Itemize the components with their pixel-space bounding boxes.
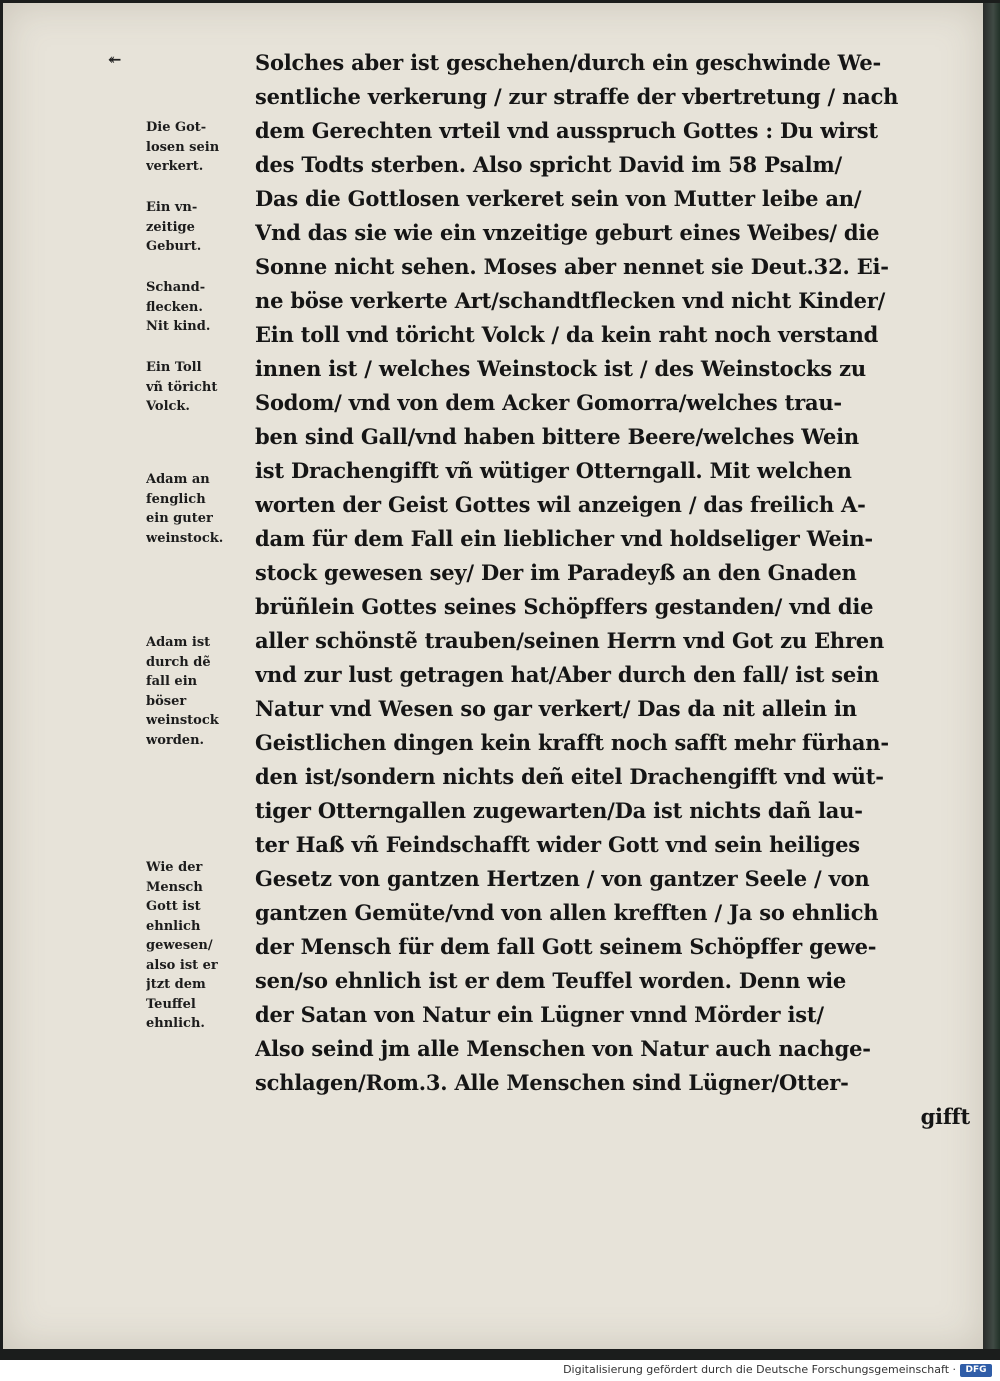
margin-note-line: gewesen/: [146, 938, 213, 953]
margin-note-line: böser: [146, 693, 187, 709]
margin-note-line: Mensch: [146, 879, 203, 895]
margin-note-line: also ist er: [146, 957, 218, 973]
text-line: Gesetz von gantzen Hertzen / von gantzer Seele / von: [255, 866, 870, 891]
text-line: stock gewesen sey/ Der im Paradeyß an den Gnaden: [255, 560, 857, 585]
text-line: der Mensch für dem fall Gott seinem Schöpffer gewe-: [255, 934, 877, 959]
margin-note-line: weinstock: [146, 713, 219, 728]
text-line: aller schönstẽ trauben/seinen Herrn vnd Got zu Ehren: [255, 628, 885, 653]
margin-note-line: Teuffel: [146, 996, 196, 1012]
text-line: Geistlichen dingen kein krafft noch safft mehr fürhan-: [255, 730, 889, 755]
margin-note-line: Schand-: [146, 280, 206, 295]
margin-note-line: Ein vn-: [146, 200, 198, 215]
text-line: sentliche verkerung / zur straffe der vbertretung / nach: [255, 84, 899, 109]
margin-note-line: durch dẽ: [146, 654, 211, 670]
margin-note-line: zeitige: [146, 219, 195, 235]
text-line: ist Drachengifft vñ wütiger Otterngall. Mit welchen: [255, 458, 852, 483]
text-line: schlagen/Rom.3. Alle Menschen sind Lügner/Otter-: [255, 1070, 849, 1095]
margin-note-line: Die Got-: [146, 120, 207, 135]
margin-note-line: Adam ist: [146, 635, 211, 650]
text-line: innen ist / welches Weinstock ist / des Weinstocks zu: [255, 356, 866, 381]
text-line: Natur vnd Wesen so gar verkert/ Das da nit allein in: [255, 696, 857, 721]
margin-note-line: Ein Toll: [146, 360, 202, 375]
text-line: dem Gerechten vrteil vnd ausspruch Gottes : Du wirst: [255, 118, 878, 143]
margin-note-line: flecken.: [146, 299, 203, 315]
text-line: vnd zur lust getragen hat/Aber durch den fall/ ist sein: [255, 662, 879, 687]
text-line: Vnd das sie wie ein vnzeitige geburt eines Weibes/ die: [255, 220, 880, 245]
text-line: brüñlein Gottes seines Schöpffers gestanden/ vnd die: [255, 594, 874, 619]
margin-note: [146, 470, 256, 548]
margin-note-line: Volck.: [146, 399, 190, 414]
margin-note-line: Adam an: [146, 472, 210, 487]
margin-note: [146, 358, 256, 417]
catchword: gifft: [920, 1104, 970, 1129]
margin-note-line: verkert.: [146, 159, 204, 174]
margin-note-line: jtzt dem: [146, 977, 206, 992]
margin-note: [146, 858, 256, 1034]
margin-note-line: Geburt.: [146, 239, 202, 254]
page-edge: [983, 3, 1000, 1349]
margin-note: [146, 198, 256, 257]
text-line: Sonne nicht sehen. Moses aber nennet sie Deut.32. Ei-: [255, 254, 889, 279]
margin-note: [146, 118, 256, 177]
text-line: den ist/sondern nichts deñ eitel Drachengifft vnd wüt-: [255, 764, 884, 789]
text-line: Das die Gottlosen verkeret sein von Mutter leibe an/: [255, 186, 862, 211]
text-line: des Todts sterben. Also spricht David im 58 Psalm/: [255, 152, 842, 177]
text-line: worten der Geist Gottes wil anzeigen / das freilich A-: [255, 492, 866, 517]
margin-note-line: vñ töricht: [146, 379, 218, 395]
text-line: tiger Otterngallen zugewarten/Da ist nichts dañ lau-: [255, 798, 863, 823]
margin-note-line: Wie der: [146, 860, 203, 875]
text-line: Solches aber ist geschehen/durch ein geschwinde We-: [255, 50, 882, 75]
margin-note-line: ehnlich.: [146, 1016, 205, 1031]
margin-note-line: weinstock.: [146, 530, 224, 546]
text-line: sen/so ehnlich ist er dem Teuffel worden. Denn wie: [255, 968, 847, 993]
margin-note-line: fall ein: [146, 674, 198, 689]
margin-note-line: Gott ist: [146, 899, 201, 914]
margin-note: [146, 633, 256, 750]
text-line: Also seind jm alle Menschen von Natur auch nachge-: [255, 1036, 871, 1061]
margin-note-line: ein guter: [146, 511, 213, 526]
funding-credit: Digitalisierung gefördert durch die Deutsche Forschungsgemeinschaft ·: [563, 1363, 956, 1376]
margin-note-line: ehnlich: [146, 918, 201, 934]
text-line: gantzen Gemüte/vnd von allen krefften / Ja so ehnlich: [255, 900, 879, 925]
text-line: Sodom/ vnd von dem Acker Gomorra/welches trau-: [255, 390, 842, 415]
margin-note-line: losen sein: [146, 139, 220, 155]
text-line: ter Haß vñ Feindschafft wider Gott vnd sein heiliges: [255, 832, 860, 857]
margin-note-line: fenglich: [146, 491, 206, 507]
text-line: der Satan von Natur ein Lügner vnnd Mörder ist/: [255, 1002, 824, 1027]
margin-note: [146, 278, 256, 337]
margin-note-line: worden.: [146, 732, 205, 748]
dfg-logo: DFG: [960, 1364, 992, 1377]
text-line: ben sind Gall/vnd haben bittere Beere/welches Wein: [255, 424, 859, 449]
margin-note-line: Nit kind.: [146, 319, 211, 334]
corner-mark: ↞: [108, 50, 122, 69]
text-line: dam für dem Fall ein lieblicher vnd holdseliger Wein-: [255, 526, 873, 551]
text-line: Ein toll vnd töricht Volck / da kein raht noch verstand: [255, 322, 879, 347]
text-line: ne böse verkerte Art/schandtflecken vnd nicht Kinder/: [255, 288, 886, 313]
body-text: [255, 46, 970, 1134]
